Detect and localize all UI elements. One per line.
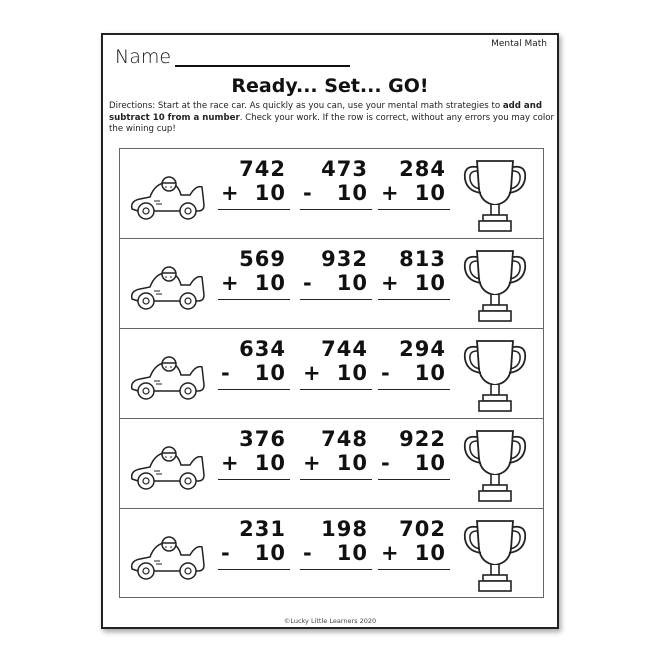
answer-line bbox=[218, 389, 290, 390]
problem-top-number: 702 bbox=[399, 517, 446, 541]
problem-operator: + bbox=[381, 181, 399, 205]
math-problem[interactable] bbox=[300, 247, 372, 309]
problem-bottom-number: 10 bbox=[336, 361, 368, 385]
problem-operator: - bbox=[381, 361, 390, 385]
answer-line bbox=[218, 299, 290, 300]
math-problem[interactable] bbox=[300, 517, 372, 579]
problem-top-number: 813 bbox=[399, 247, 446, 271]
problem-top-number: 376 bbox=[239, 427, 286, 451]
name-line bbox=[175, 65, 350, 67]
math-problem[interactable] bbox=[218, 427, 290, 489]
problem-top-number: 294 bbox=[399, 337, 446, 361]
problem-row bbox=[119, 238, 544, 328]
problem-top-number: 284 bbox=[399, 157, 446, 181]
answer-line bbox=[378, 209, 450, 210]
directions-part-2: . Check your work. If the row is correct, without any errors you may color the wining cup! bbox=[109, 112, 555, 134]
subject-label: Mental Math bbox=[491, 39, 547, 49]
problem-top-number: 473 bbox=[321, 157, 368, 181]
problem-row bbox=[119, 418, 544, 508]
race-car-icon bbox=[126, 171, 208, 221]
problem-top-number: 634 bbox=[239, 337, 286, 361]
trophy-cup-icon[interactable] bbox=[459, 333, 531, 415]
problem-bottom-number: 10 bbox=[414, 271, 446, 295]
math-problem[interactable] bbox=[378, 337, 450, 399]
answer-line bbox=[218, 479, 290, 480]
answer-line bbox=[300, 209, 372, 210]
problem-operator: + bbox=[221, 271, 239, 295]
problem-bottom-number: 10 bbox=[336, 181, 368, 205]
problem-bottom-number: 10 bbox=[254, 181, 286, 205]
math-problem[interactable] bbox=[218, 517, 290, 579]
math-problem[interactable] bbox=[218, 157, 290, 219]
math-problem[interactable] bbox=[218, 247, 290, 309]
problem-operator: + bbox=[221, 451, 239, 475]
answer-line bbox=[378, 389, 450, 390]
answer-line bbox=[300, 389, 372, 390]
answer-line bbox=[300, 479, 372, 480]
answer-line bbox=[378, 299, 450, 300]
math-problem[interactable] bbox=[300, 337, 372, 399]
problem-bottom-number: 10 bbox=[414, 361, 446, 385]
answer-line bbox=[218, 569, 290, 570]
answer-line bbox=[300, 299, 372, 300]
race-car-icon bbox=[126, 441, 208, 491]
problem-operator: - bbox=[303, 271, 312, 295]
problem-top-number: 922 bbox=[399, 427, 446, 451]
problem-bottom-number: 10 bbox=[254, 361, 286, 385]
problem-operator: - bbox=[221, 541, 230, 565]
name-label: Name bbox=[115, 46, 172, 68]
problem-bottom-number: 10 bbox=[336, 541, 368, 565]
problem-operator: - bbox=[381, 451, 390, 475]
problem-bottom-number: 10 bbox=[336, 271, 368, 295]
problem-top-number: 231 bbox=[239, 517, 286, 541]
math-problem[interactable] bbox=[378, 157, 450, 219]
race-car-icon bbox=[126, 261, 208, 311]
problem-operator: + bbox=[381, 271, 399, 295]
problem-top-number: 744 bbox=[321, 337, 368, 361]
problem-row bbox=[119, 148, 544, 238]
trophy-cup-icon[interactable] bbox=[459, 153, 531, 235]
problem-bottom-number: 10 bbox=[254, 451, 286, 475]
directions-bold: add and subtract 10 from a number bbox=[109, 101, 542, 123]
race-car-icon bbox=[126, 351, 208, 401]
problem-bottom-number: 10 bbox=[414, 541, 446, 565]
problem-operator: - bbox=[303, 541, 312, 565]
directions-part-1: Directions: Start at the race car. As quickly as you can, use your mental math strategies to bbox=[109, 101, 503, 111]
problem-bottom-number: 10 bbox=[414, 451, 446, 475]
problem-operator: + bbox=[221, 181, 239, 205]
directions-text bbox=[109, 101, 555, 136]
problem-top-number: 748 bbox=[321, 427, 368, 451]
problem-row bbox=[119, 508, 544, 598]
problem-row bbox=[119, 328, 544, 418]
worksheet-page bbox=[101, 33, 559, 629]
race-car-icon bbox=[126, 531, 208, 581]
problem-bottom-number: 10 bbox=[254, 541, 286, 565]
problem-operator: + bbox=[303, 451, 321, 475]
math-problem[interactable] bbox=[378, 517, 450, 579]
problem-operator: + bbox=[381, 541, 399, 565]
problem-operator: - bbox=[303, 181, 312, 205]
math-problem[interactable] bbox=[300, 427, 372, 489]
answer-line bbox=[218, 209, 290, 210]
trophy-cup-icon[interactable] bbox=[459, 243, 531, 325]
math-problem[interactable] bbox=[378, 247, 450, 309]
trophy-cup-icon[interactable] bbox=[459, 423, 531, 505]
trophy-cup-icon[interactable] bbox=[459, 513, 531, 595]
problem-bottom-number: 10 bbox=[336, 451, 368, 475]
problem-top-number: 198 bbox=[321, 517, 368, 541]
worksheet-title: Ready... Set... GO! bbox=[231, 75, 429, 97]
math-problem[interactable] bbox=[218, 337, 290, 399]
answer-line bbox=[300, 569, 372, 570]
problem-top-number: 932 bbox=[321, 247, 368, 271]
problem-operator: - bbox=[221, 361, 230, 385]
answer-line bbox=[378, 569, 450, 570]
copyright-footer: ©Lucky Little Learners 2020 bbox=[283, 617, 377, 625]
answer-line bbox=[378, 479, 450, 480]
problem-bottom-number: 10 bbox=[254, 271, 286, 295]
problem-rows bbox=[119, 148, 544, 598]
math-problem[interactable] bbox=[300, 157, 372, 219]
problem-bottom-number: 10 bbox=[414, 181, 446, 205]
problem-top-number: 569 bbox=[239, 247, 286, 271]
problem-top-number: 742 bbox=[239, 157, 286, 181]
problem-operator: + bbox=[303, 361, 321, 385]
math-problem[interactable] bbox=[378, 427, 450, 489]
